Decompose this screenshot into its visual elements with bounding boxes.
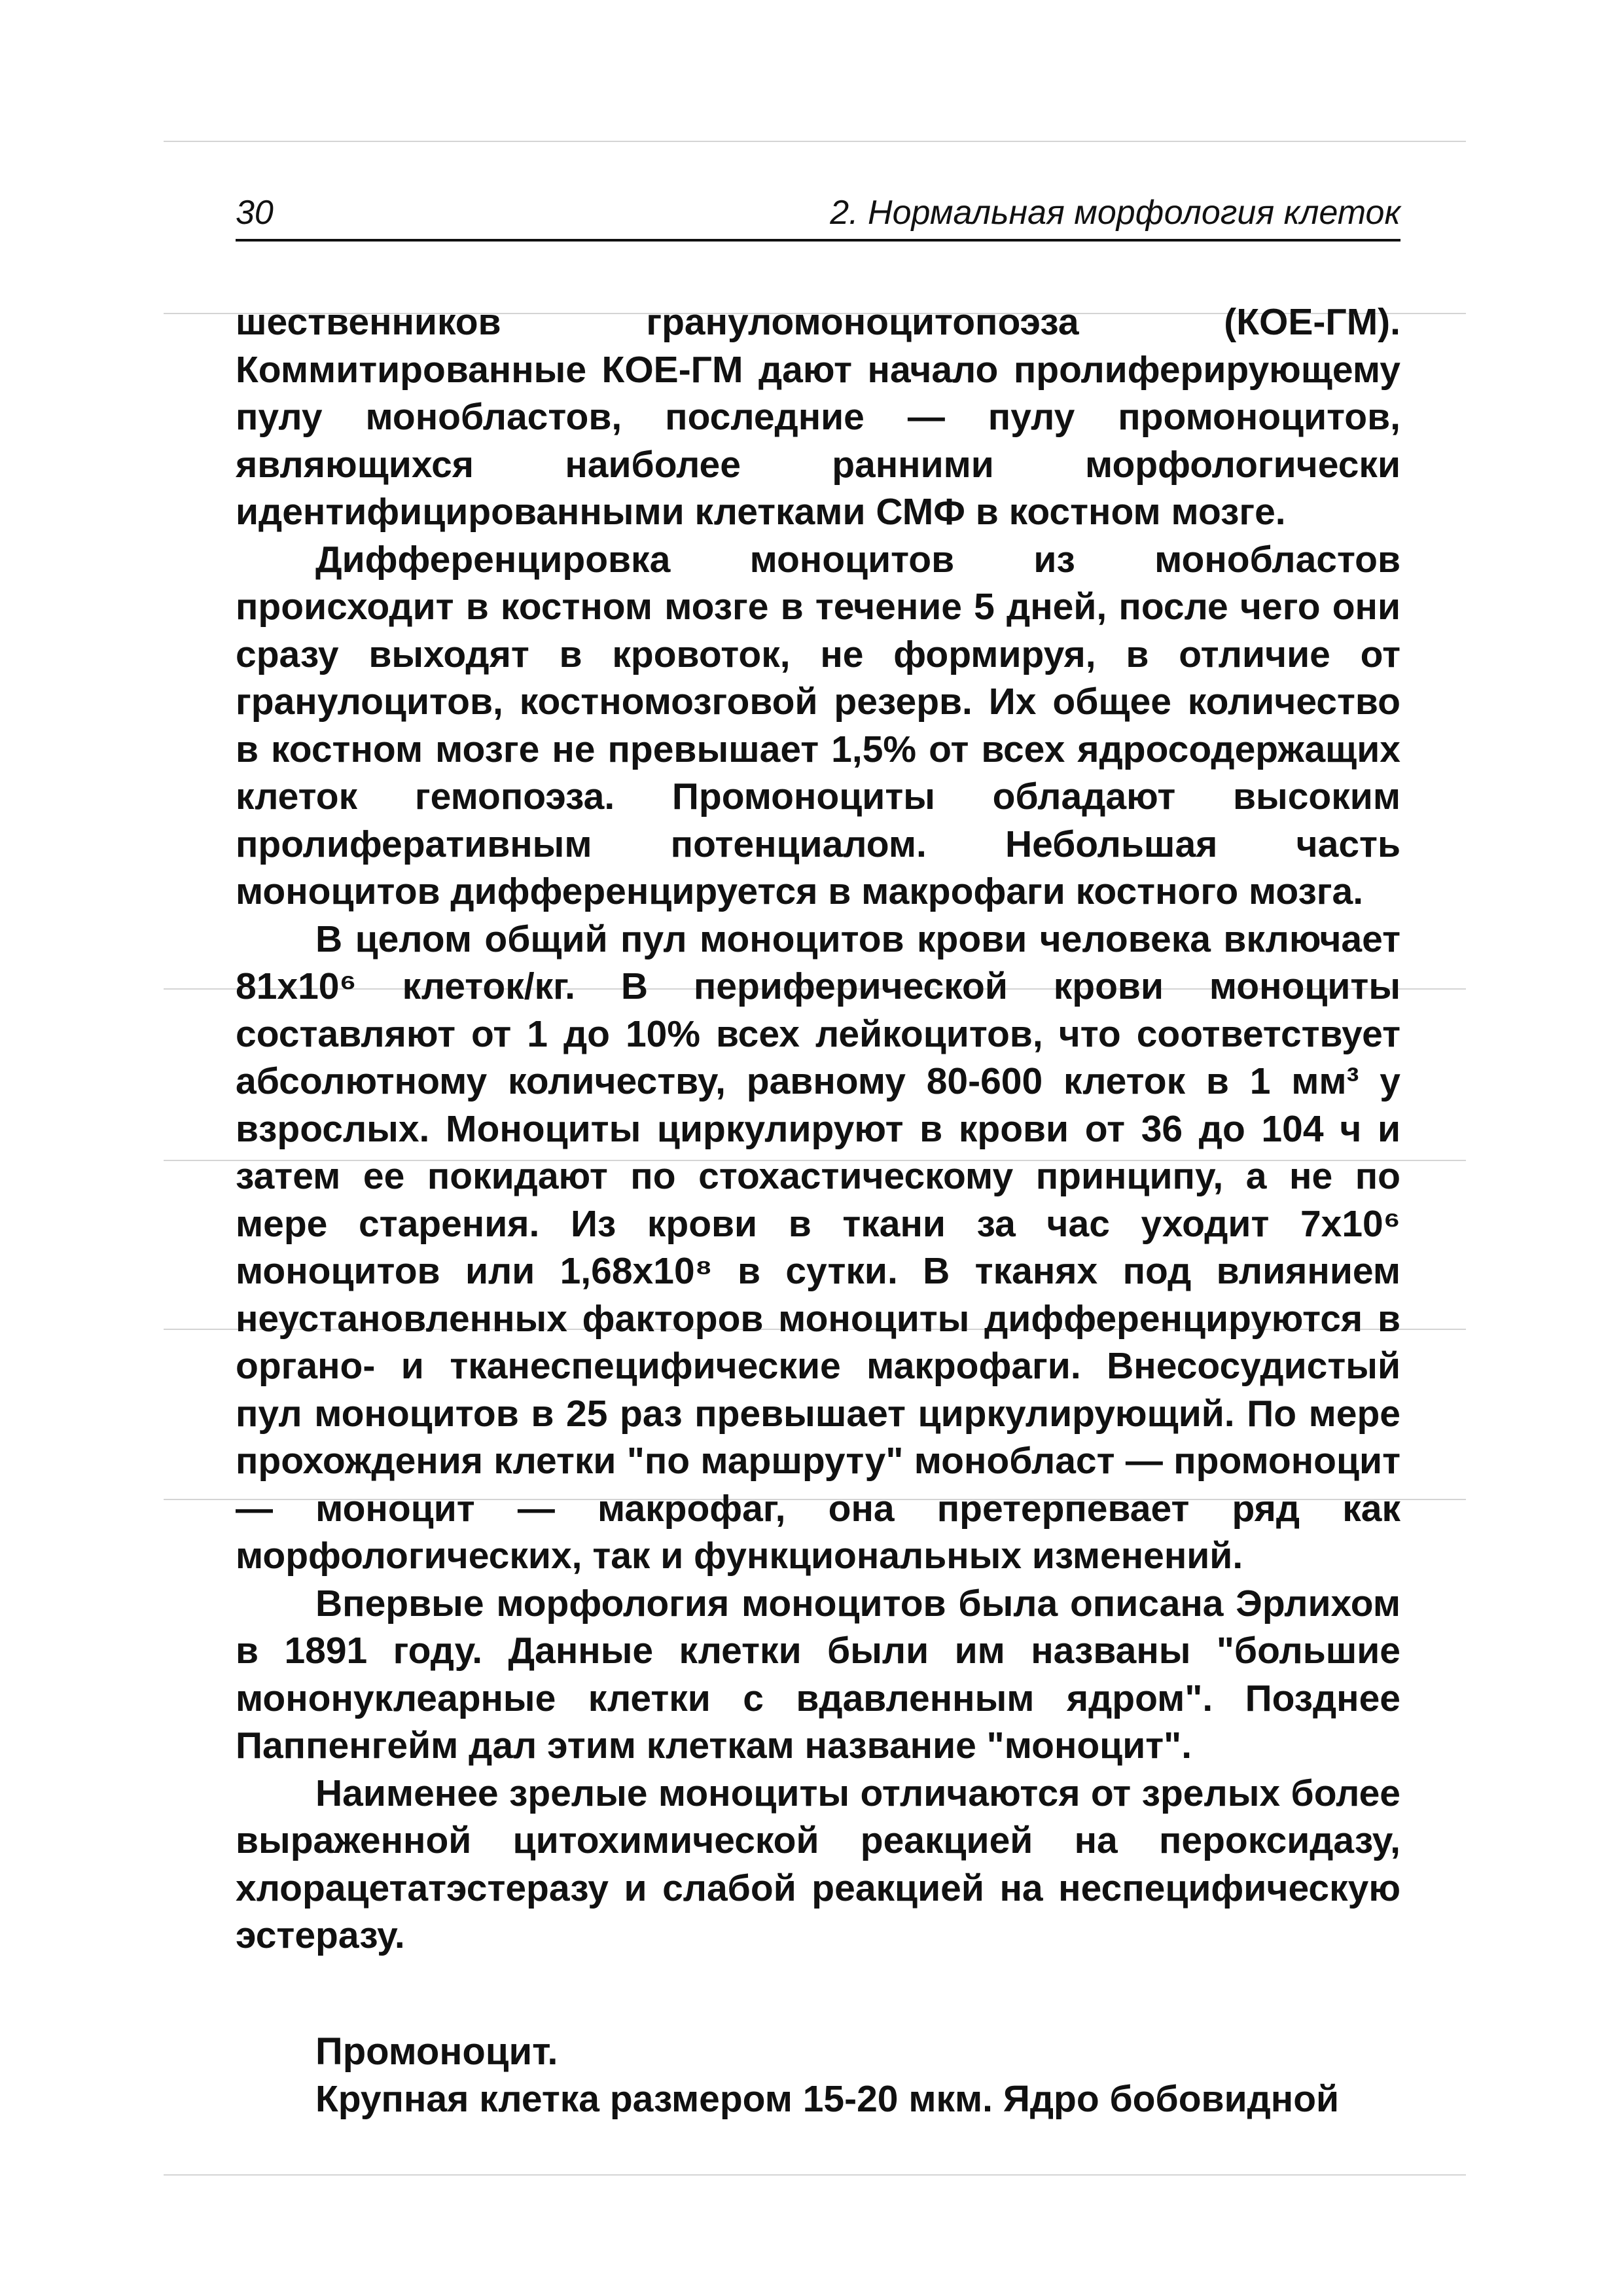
paragraph-monocyte-pool: В целом общий пул моноцитов крови человека включает 81х10⁶ клеток/кг. В периферической крови моноциты составляют от 1 до 10% всех лейкоцитов, что соответствует абсолютному количеству, равному 80-600 клеток в 1 мм³ у взрослых. Моноциты циркулируют в крови от 36 до 104 ч и затем ее покидают по стохастическому принципу, а не по мере старения. Из крови в ткани за час уходит 7х10⁶ моноцитов или 1,68х10⁸ в сутки. В тканях под влиянием неустановленных факторов моноциты дифференцируются в органо- и тканеспецифические макрофаги. Внесосудистый пул моноцитов в 25 раз превышает циркулирующий. По мере прохождения клетки "по маршруту" монобласт — промоноцит — моноцит — макрофаг, она претерпевает ряд как морфологических, так и функциональных изменений. [236, 918, 1400, 1577]
page-number: 30 [236, 194, 274, 232]
scan-rule-top [164, 141, 1466, 142]
section-heading: Промоноцит. [315, 2030, 558, 2073]
running-title: 2. Нормальная морфология клеток [830, 194, 1400, 232]
paragraph-promonocyte: Крупная клетка размером 15-20 мкм. Ядро бобовидной [315, 2078, 1340, 2120]
paragraph-cytochemistry: Наименее зрелые моноциты отличаются от зрелых более выраженной цитохимической реакцией на пероксидазу, хлорацетатэстеразу и слабой реакцией на неспецифическую эстеразу. [236, 1772, 1400, 1956]
scan-rule-bottom [164, 2174, 1466, 2176]
paragraph-history: Впервые морфология моноцитов была описана Эрлихом в 1891 году. Данные клетки были им названы "большие мононуклеарные клетки с вдавленным ядром". Позднее Паппенгейм дал этим клеткам название "моноцит". [236, 1582, 1400, 1767]
page-header [236, 187, 1400, 242]
paragraph-differentiation: Дифференцировка моноцитов из монобластов происходит в костном мозге в течение 5 дней, после чего они сразу выходят в кровоток, не формируя, в отличие от гранулоцитов, костномозговой резерв. Их общее количество в костном мозге не превышает 1,5% от всех ядросодержащих клеток гемопоэза. Промоноциты обладают высоким пролиферативным потенциалом. Небольшая часть моноцитов дифференцируется в макрофаги костного мозга. [236, 538, 1400, 912]
body-text [236, 298, 1400, 2123]
paragraph-continuation: шественников грануломоноцитопоэза (КОЕ-ГМ). Коммитированные КОЕ-ГМ дают начало пролиферирующему пулу монобластов, последние — пулу промоноцитов, являющихся наиболее ранними морфологически идентифицированными клетками СМФ в костном мозге. [236, 301, 1400, 533]
